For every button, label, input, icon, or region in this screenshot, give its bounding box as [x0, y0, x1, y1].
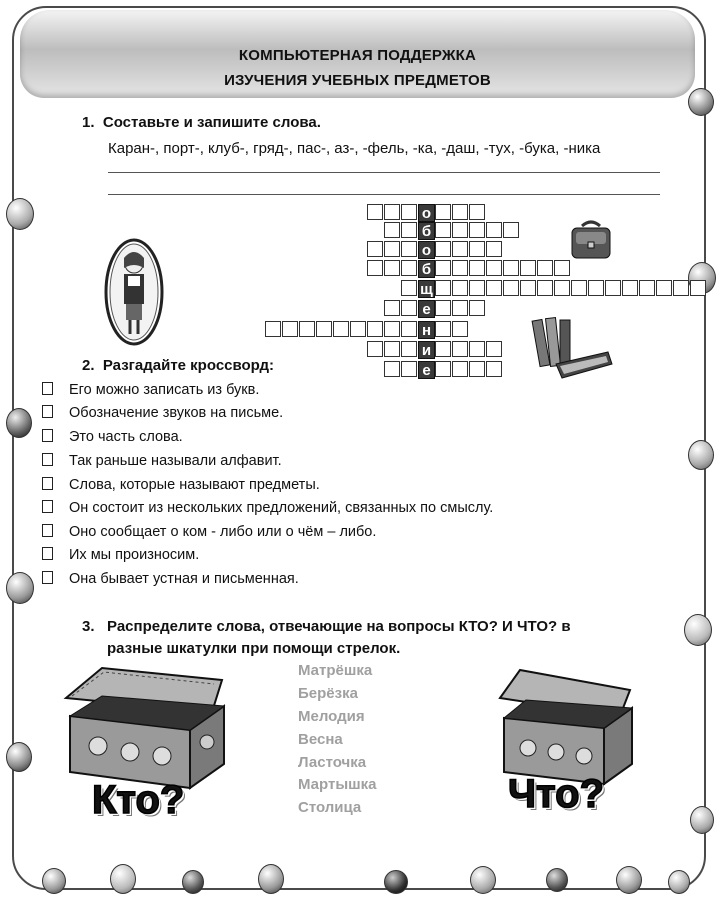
question-text: Оно сообщает о ком - либо или о чём – либо. [69, 524, 377, 540]
crossword-cell[interactable] [452, 204, 468, 220]
crossword-cell[interactable] [401, 222, 417, 238]
ball-decoration-icon [6, 408, 32, 438]
crossword-cell[interactable] [537, 280, 553, 296]
question-item [42, 382, 259, 398]
crossword-cell[interactable] [520, 280, 536, 296]
crossword-cell[interactable] [554, 280, 570, 296]
crossword-keyword-letter: б [418, 260, 435, 278]
crossword-cell[interactable] [537, 260, 553, 276]
word-item[interactable]: Столица [298, 799, 362, 816]
crossword-cell[interactable] [367, 241, 383, 257]
crossword-cell[interactable] [401, 204, 417, 220]
checkbox-square-icon[interactable] [42, 500, 53, 513]
crossword-cell[interactable] [316, 321, 332, 337]
books-stack-icon [526, 316, 614, 382]
crossword-keyword-letter: е [418, 361, 435, 379]
header-title-line1: КОМПЬЮТЕРНАЯ ПОДДЕРЖКА [238, 47, 477, 64]
crossword-cell[interactable] [435, 321, 451, 337]
crossword-cell[interactable] [435, 204, 451, 220]
crossword-cell[interactable] [435, 260, 451, 276]
crossword-cell[interactable] [265, 321, 281, 337]
crossword-cell[interactable] [384, 260, 400, 276]
box-left-label: Кто? [92, 778, 185, 822]
question-text: Обозначение звуков на письме. [69, 405, 284, 421]
task3-title-line2: разные шкатулки при помощи стрелок. [107, 640, 401, 657]
crossword-cell[interactable] [367, 260, 383, 276]
crossword-cell[interactable] [486, 280, 502, 296]
crossword-cell[interactable] [469, 222, 485, 238]
task3-title-text: Распределите слова, отвечающие на вопросы КТО? И ЧТО? в [107, 618, 571, 635]
word-item[interactable]: Весна [298, 731, 343, 748]
ball-decoration-icon [42, 868, 66, 894]
crossword-cell[interactable] [367, 341, 383, 357]
crossword-keyword-letter: н [418, 321, 435, 339]
ball-decoration-icon [384, 870, 408, 894]
ball-decoration-icon [546, 868, 568, 892]
checkbox-square-icon[interactable] [42, 382, 53, 395]
crossword-cell[interactable] [435, 300, 451, 316]
answer-line[interactable] [108, 194, 660, 195]
checkbox-square-icon[interactable] [42, 477, 53, 490]
crossword-cell[interactable] [384, 300, 400, 316]
question-item [42, 453, 282, 469]
crossword-cell[interactable] [486, 341, 502, 357]
crossword-cell[interactable] [520, 260, 536, 276]
crossword-cell[interactable] [384, 341, 400, 357]
crossword-cell[interactable] [452, 260, 468, 276]
checkbox-square-icon[interactable] [42, 453, 53, 466]
word-item[interactable]: Мелодия [298, 708, 365, 725]
crossword-cell[interactable] [486, 222, 502, 238]
crossword-cell[interactable] [469, 361, 485, 377]
header-banner [20, 10, 695, 98]
header-title-line2: ИЗУЧЕНИЯ УЧЕБНЫХ ПРЕДМЕТОВ [224, 72, 491, 89]
task2-title [82, 357, 274, 374]
crossword-cell[interactable] [401, 300, 417, 316]
task1-number: 1. [82, 114, 95, 131]
treasure-box-icon [62, 660, 227, 790]
crossword-cell[interactable] [435, 222, 451, 238]
box-right-label: Что? [508, 772, 605, 816]
ball-decoration-icon [668, 870, 690, 894]
crossword-cell[interactable] [571, 280, 587, 296]
crossword-cell[interactable] [503, 260, 519, 276]
crossword-cell[interactable] [282, 321, 298, 337]
crossword-cell[interactable] [384, 241, 400, 257]
checkbox-square-icon[interactable] [42, 571, 53, 584]
crossword-cell[interactable] [401, 260, 417, 276]
word-item[interactable]: Матрёшка [298, 662, 373, 679]
crossword-cell[interactable] [435, 361, 451, 377]
crossword-keyword-letter: о [418, 204, 435, 222]
checkbox-square-icon[interactable] [42, 547, 53, 560]
crossword-keyword-letter: б [418, 222, 435, 240]
question-item [42, 524, 376, 540]
question-text: Он состоит из нескольких предложений, связанных по смыслу. [69, 500, 494, 516]
crossword-cell[interactable] [503, 280, 519, 296]
question-item [42, 477, 320, 493]
question-text: Слова, которые называют предметы. [69, 477, 320, 493]
crossword-cell[interactable] [367, 321, 383, 337]
crossword-cell[interactable] [690, 280, 706, 296]
question-text: Так раньше называли алфавит. [69, 453, 282, 469]
task1-title [82, 114, 321, 131]
crossword-cell[interactable] [469, 280, 485, 296]
crossword-cell[interactable] [401, 321, 417, 337]
ball-decoration-icon [6, 742, 32, 772]
crossword-cell[interactable] [384, 204, 400, 220]
ball-decoration-icon [470, 866, 496, 894]
ball-decoration-icon [110, 864, 136, 894]
question-item [42, 500, 493, 516]
question-text: Она бывает устная и письменная. [69, 571, 299, 587]
crossword-cell[interactable] [299, 321, 315, 337]
ball-decoration-icon [684, 614, 712, 646]
crossword-cell[interactable] [452, 361, 468, 377]
ball-decoration-icon [690, 806, 714, 834]
crossword-cell[interactable] [435, 241, 451, 257]
crossword-keyword-letter: щ [418, 280, 435, 298]
crossword-cell[interactable] [469, 241, 485, 257]
ball-decoration-icon [688, 88, 714, 116]
crossword-cell[interactable] [401, 280, 417, 296]
crossword-cell[interactable] [605, 280, 621, 296]
ball-decoration-icon [182, 870, 204, 894]
crossword-cell[interactable] [639, 280, 655, 296]
task3-number: 3. [82, 618, 95, 635]
word-item[interactable]: Ласточка [298, 754, 367, 771]
answer-line[interactable] [108, 172, 660, 173]
crossword-cell[interactable] [673, 280, 689, 296]
crossword-cell[interactable] [384, 222, 400, 238]
crossword-cell[interactable] [469, 300, 485, 316]
crossword-cell[interactable] [452, 241, 468, 257]
crossword-cell[interactable] [384, 321, 400, 337]
question-item [42, 547, 199, 563]
crossword-cell[interactable] [469, 260, 485, 276]
task1-word-parts: Каран-, порт-, клуб-, гряд-, пас-, аз-, -фель, -ка, -даш, -тух, -бука, -ника [108, 140, 601, 157]
crossword-cell[interactable] [486, 361, 502, 377]
question-text: Его можно записать из букв. [69, 382, 260, 398]
crossword-cell[interactable] [401, 241, 417, 257]
crossword-cell[interactable] [452, 321, 468, 337]
crossword-keyword-letter: е [418, 300, 435, 318]
crossword-cell[interactable] [503, 222, 519, 238]
word-item[interactable]: Берёзка [298, 685, 358, 702]
crossword-cell[interactable] [452, 280, 468, 296]
crossword-keyword-letter: и [418, 341, 435, 359]
treasure-box-icon [496, 668, 636, 786]
crossword-cell[interactable] [435, 280, 451, 296]
crossword-cell[interactable] [469, 204, 485, 220]
crossword-cell[interactable] [622, 280, 638, 296]
checkbox-square-icon[interactable] [42, 405, 53, 418]
crossword-cell[interactable] [588, 280, 604, 296]
crossword-cell[interactable] [384, 361, 400, 377]
crossword-cell[interactable] [452, 222, 468, 238]
crossword-cell[interactable] [333, 321, 349, 337]
question-text: Их мы произносим. [69, 547, 200, 563]
question-text: Это часть слова. [69, 429, 183, 445]
task2-title-text: Разгадайте кроссворд: [102, 357, 274, 374]
crossword-keyword-letter: о [418, 241, 435, 259]
ball-decoration-icon [258, 864, 284, 894]
school-bag-icon [568, 218, 614, 262]
crossword-cell[interactable] [656, 280, 672, 296]
question-item [42, 405, 283, 421]
word-item[interactable]: Мартышка [298, 776, 377, 793]
checkbox-square-icon[interactable] [42, 429, 53, 442]
crossword-cell[interactable] [486, 260, 502, 276]
crossword-cell[interactable] [486, 241, 502, 257]
crossword-cell[interactable] [554, 260, 570, 276]
ball-decoration-icon [688, 440, 714, 470]
girl-portrait-icon [104, 238, 164, 346]
crossword-cell[interactable] [367, 204, 383, 220]
crossword-cell[interactable] [350, 321, 366, 337]
task1-title-text: Составьте и запишите слова. [102, 114, 321, 131]
task2-number: 2. [82, 357, 95, 374]
crossword-cell[interactable] [469, 341, 485, 357]
crossword-cell[interactable] [401, 341, 417, 357]
crossword-cell[interactable] [452, 300, 468, 316]
question-item [42, 429, 183, 445]
checkbox-square-icon[interactable] [42, 524, 53, 537]
crossword-cell[interactable] [401, 361, 417, 377]
crossword-cell[interactable] [452, 341, 468, 357]
task3-title-line1 [82, 618, 571, 635]
ball-decoration-icon [6, 572, 34, 604]
ball-decoration-icon [6, 198, 34, 230]
crossword-cell[interactable] [435, 341, 451, 357]
question-item [42, 571, 299, 587]
ball-decoration-icon [616, 866, 642, 894]
